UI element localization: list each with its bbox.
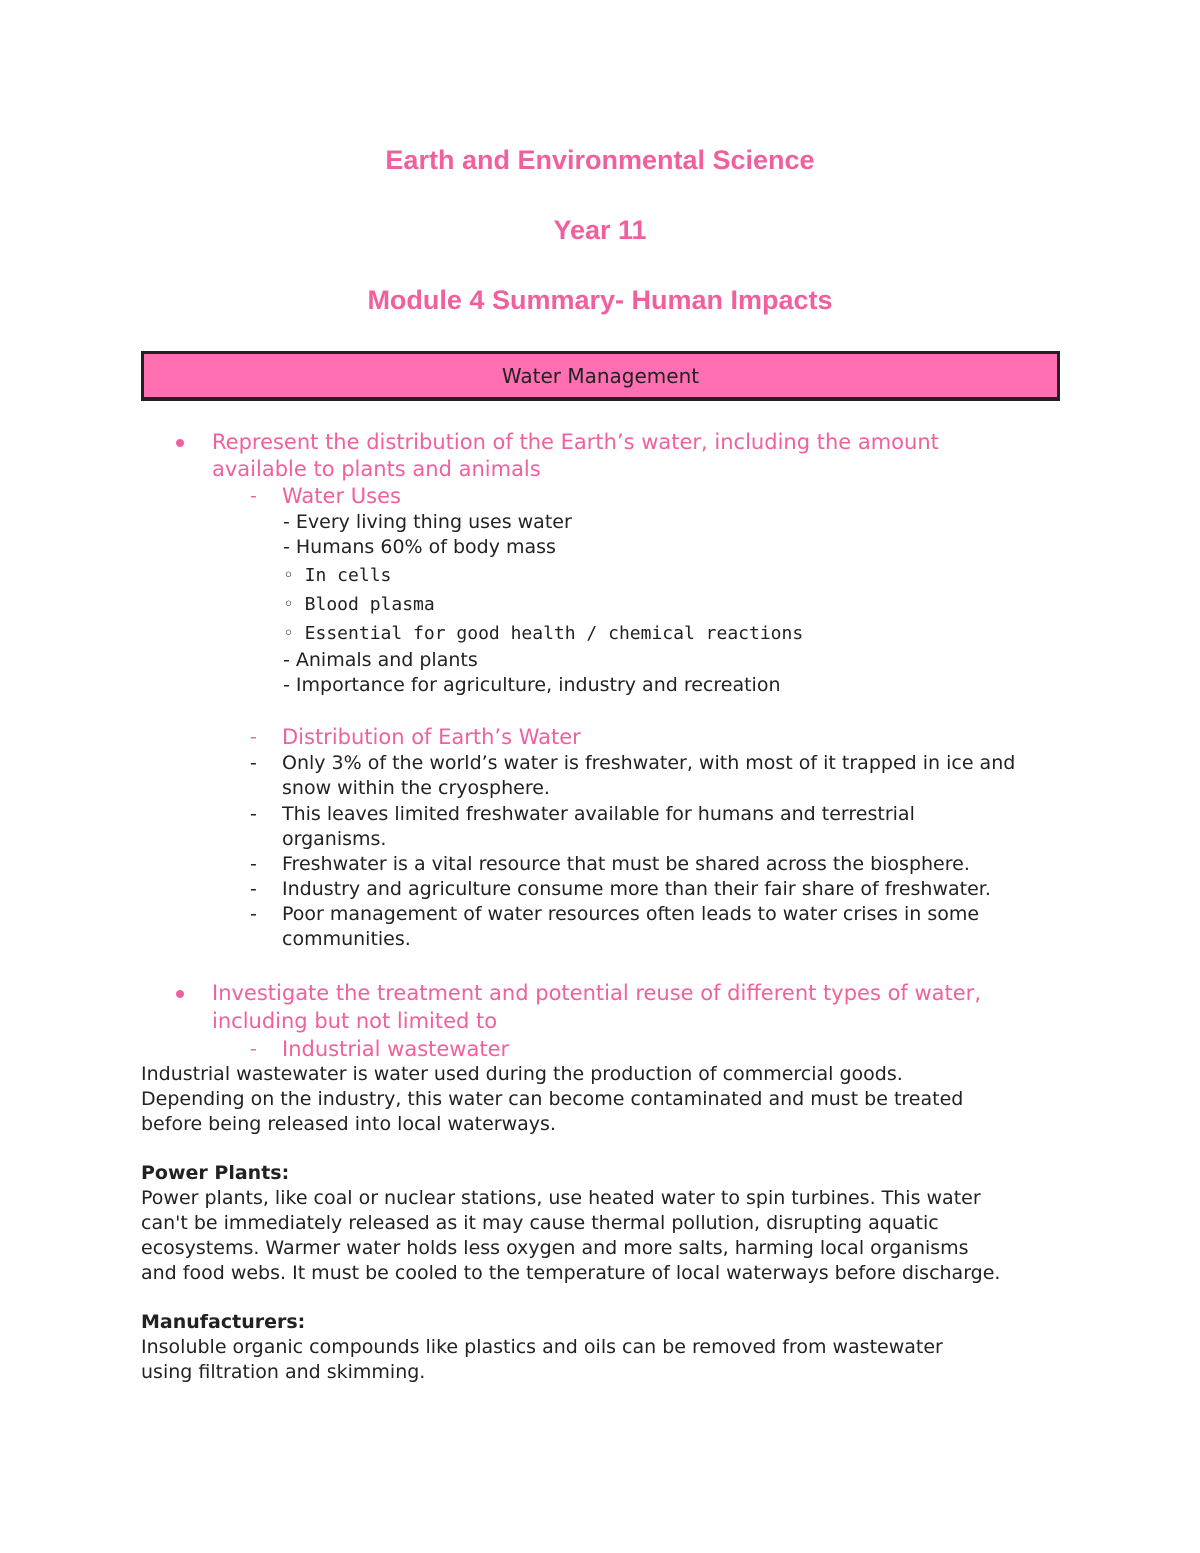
- point1-line2: available to plants and animals: [212, 457, 541, 481]
- year-heading: Year 11: [553, 215, 647, 245]
- water-uses-heading: Water Uses: [282, 484, 401, 508]
- paragraph-line: Industrial wastewater is water used during the production of commercial goods.: [141, 1063, 903, 1085]
- paragraph-line: can't be immediately released as it may cause thermal pollution, disrupting aquatic: [141, 1212, 939, 1234]
- point2-line2: including but not limited to: [212, 1009, 498, 1033]
- list-item: - Every living thing uses water: [283, 511, 572, 533]
- list-item: ◦ Essential for good health / chemical reactions: [283, 623, 804, 644]
- paragraph-line: using filtration and skimming.: [141, 1361, 426, 1383]
- power-plants-heading: Power Plants:: [141, 1162, 290, 1184]
- list-item: Freshwater is a vital resource that must be shared across the biosphere.: [282, 853, 970, 875]
- list-item: - Animals and plants: [283, 649, 478, 671]
- point1-line1: Represent the distribution of the Earth’s water, including the amount: [212, 430, 939, 454]
- paragraph-line: Depending on the industry, this water can become contaminated and must be treated: [141, 1088, 964, 1110]
- dash-marker: -: [250, 803, 257, 825]
- document-title: Earth and Environmental Science: [385, 145, 815, 175]
- dash-marker: -: [250, 485, 257, 507]
- paragraph-line: Insoluble organic compounds like plastics and oils can be removed from wastewater: [141, 1336, 943, 1358]
- list-item: communities.: [282, 928, 411, 950]
- list-item: - Importance for agriculture, industry and recreation: [283, 674, 781, 696]
- list-item: Poor management of water resources often leads to water crises in some: [282, 903, 980, 925]
- bullet-icon: [176, 990, 184, 998]
- paragraph-line: and food webs. It must be cooled to the temperature of local waterways before discharge.: [141, 1262, 1001, 1284]
- dash-marker: -: [250, 903, 257, 925]
- dash-marker: -: [250, 1038, 257, 1060]
- list-item: snow within the cryosphere.: [282, 777, 550, 799]
- industrial-wastewater-heading: Industrial wastewater: [282, 1037, 510, 1061]
- manufacturers-heading: Manufacturers:: [141, 1311, 306, 1333]
- list-item: This leaves limited freshwater available for humans and terrestrial: [282, 803, 915, 825]
- section-header-water-management: [141, 351, 1060, 401]
- dash-marker: -: [250, 726, 257, 748]
- bullet-icon: [176, 439, 184, 447]
- list-item: - Humans 60% of body mass: [283, 536, 556, 558]
- list-item: ◦ In cells: [283, 565, 392, 586]
- paragraph-line: ecosystems. Warmer water holds less oxygen and more salts, harming local organisms: [141, 1237, 969, 1259]
- list-item: Only 3% of the world’s water is freshwater, with most of it trapped in ice and: [282, 752, 1016, 774]
- list-item: Industry and agriculture consume more than their fair share of freshwater.: [282, 878, 991, 900]
- dash-marker: -: [250, 752, 257, 774]
- paragraph-line: before being released into local waterways.: [141, 1113, 556, 1135]
- list-item: organisms.: [282, 828, 387, 850]
- distribution-heading: Distribution of Earth’s Water: [282, 725, 581, 749]
- paragraph-line: Power plants, like coal or nuclear stations, use heated water to spin turbines. This water: [141, 1187, 981, 1209]
- dash-marker: -: [250, 878, 257, 900]
- module-heading: Module 4 Summary- Human Impacts: [367, 285, 833, 315]
- dash-marker: -: [250, 853, 257, 875]
- list-item: ◦ Blood plasma: [283, 594, 435, 615]
- point2-line1: Investigate the treatment and potential reuse of different types of water,: [212, 981, 981, 1005]
- section-label: Water Management: [501, 363, 700, 388]
